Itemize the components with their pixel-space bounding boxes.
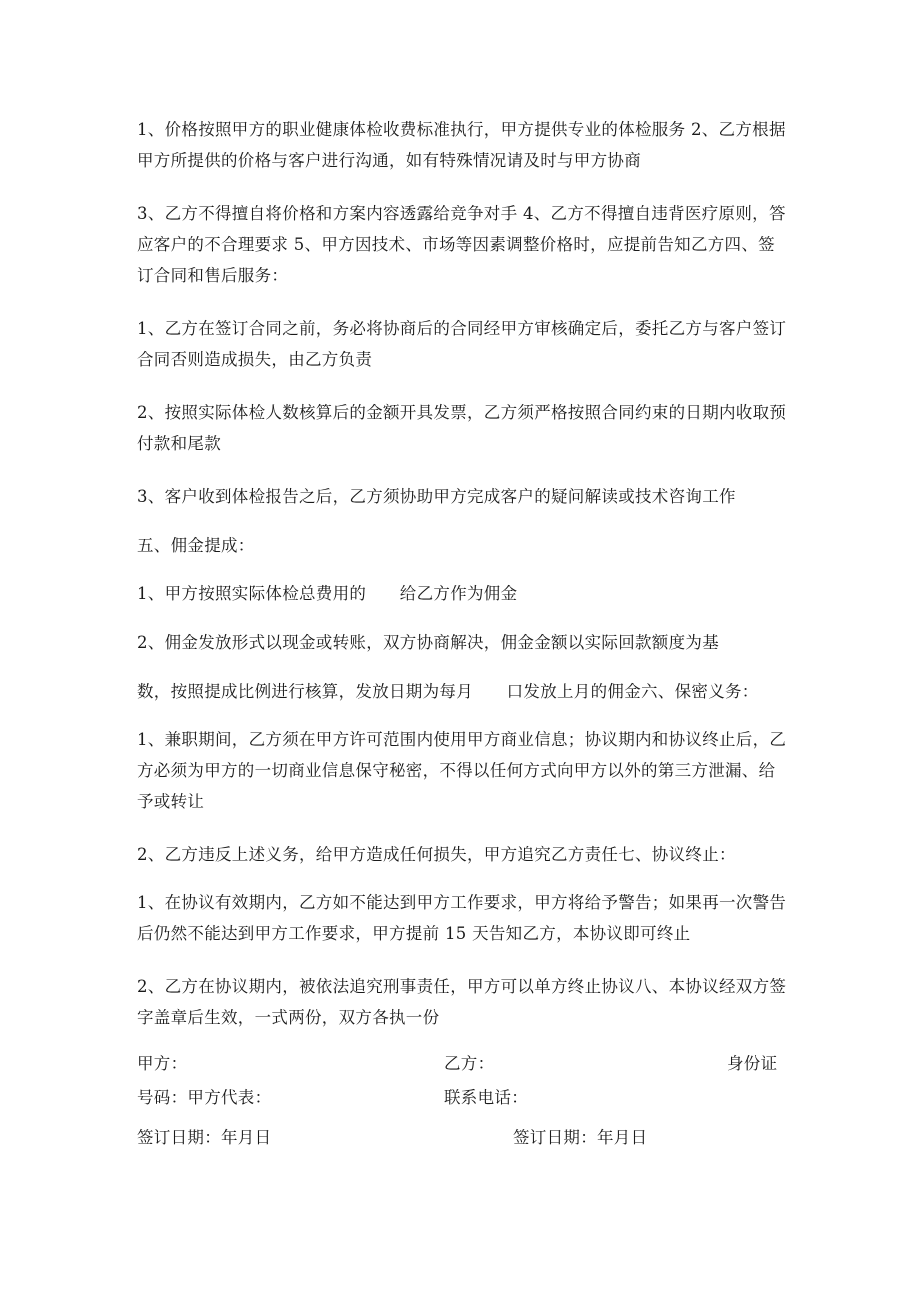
clause-confidentiality: 1、兼职期间，乙方须在甲方许可范围内使用甲方商业信息；协议期内和协议终止后，乙方必须为甲方的一切商业信息保守秘密，不得以任何方式向甲方以外的第三方泄漏、给予或转让: [137, 730, 787, 811]
clause-report-support: 3、客户收到体检报告之后，乙方须协助甲方完成客户的疑问解读或技术咨询工作: [137, 487, 736, 506]
id-number-text: 号码：: [137, 1088, 188, 1107]
party-a-representative-label: 甲方代表：: [187, 1088, 272, 1107]
sign-date-party-a: 签订日期：年月日: [137, 1128, 272, 1147]
id-number-label: [137, 1087, 271, 1109]
clause-commission-payment: 2、佣金发放形式以现金或转账，双方协商解决，佣金金额以实际回款额度为基: [137, 633, 719, 652]
clause-breach-liability: 2、乙方违反上述义务，给甲方造成任何损失，甲方追究乙方责任七、协议终止：: [137, 845, 736, 864]
clause-contract-signing: 1、乙方在签订合同之前，务必将协商后的合同经甲方审核确定后，委托乙方与客户签订合同否则造成损失，由乙方负责: [137, 319, 787, 369]
clause-criminal-termination: 2、乙方在协议期内，被依法追究刑事责任，甲方可以单方终止协议八、本协议经双方签字盖章后生效，一式两份，双方各执一份: [137, 977, 787, 1027]
id-card-label: 身份证: [727, 1054, 778, 1073]
party-a-label: 甲方：: [137, 1054, 188, 1073]
contact-phone-label: 联系电话：: [444, 1088, 528, 1107]
clause-invoice-payment: 2、按照实际体检人数核算后的金额开具发票，乙方须严格按照合同约束的日期内收取预付款和尾款: [137, 403, 787, 453]
section-heading-commission: 五、佣金提成：: [137, 536, 255, 555]
clause-warning-termination: 1、在协议有效期内，乙方如不能达到甲方工作要求，甲方将给予警告；如果再一次警告后仍然不能达到甲方工作要求，甲方提前 15 天告知乙方，本协议即可终止: [137, 893, 787, 943]
clause-price-standard: 1、价格按照甲方的职业健康体检收费标准执行，甲方提供专业的体检服务 2、乙方根据甲方所提供的价格与客户进行沟通，如有特殊情况请及时与甲方协商: [137, 120, 786, 170]
party-b-label: 乙方：: [444, 1054, 495, 1073]
sign-date-party-b: 签订日期：年月日: [513, 1128, 648, 1147]
clause-commission-schedule: 数，按照提成比例进行核算，发放日期为每月 口发放上月的佣金六、保密义务：: [137, 682, 759, 701]
clause-commission-rate: 1、甲方按照实际体检总费用的 给乙方作为佣金: [137, 584, 518, 603]
clause-confidential-pricing: 3、乙方不得擅自将价格和方案内容透露给竞争对手 4、乙方不得擅自违背医疗原则，答应客户的不合理要求 5、甲方因技术、市场等因素调整价格时，应提前告知乙方四、签订合同和售后服务：: [137, 204, 786, 285]
